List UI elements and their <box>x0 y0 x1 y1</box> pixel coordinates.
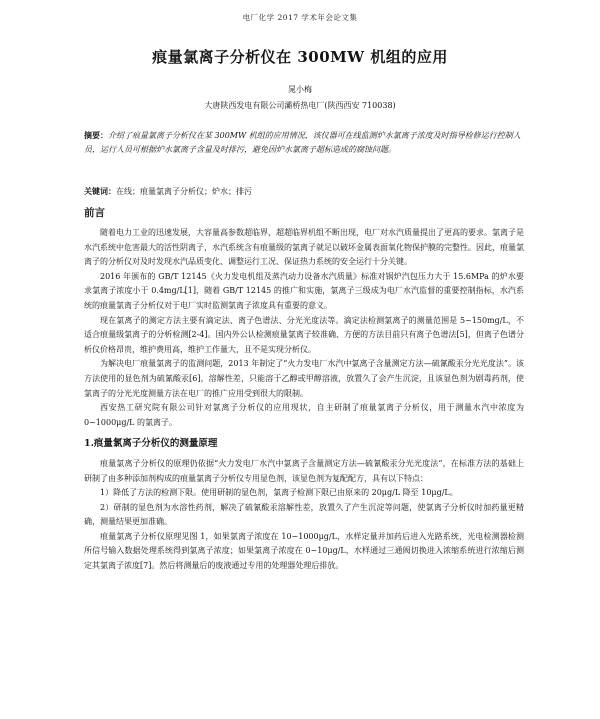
paragraph: 2016 年颁布的 GB/T 12145《火力发电机组及蒸汽动力设备水汽质量》标准对锅炉汽包压力大于 15.6MPa 的炉水要求氯离子浓度小于 0.4mg/L[1]，随着 GB/T 12145 的推广和实施，氯离子三级成为电厂水汽监督的重要控制指标，水汽系统的痕量氯离子分析仪对于电厂实时监测氯离子浓度具有重要的意义。 <box>84 271 524 310</box>
abstract <box>84 128 524 157</box>
keywords <box>84 184 524 199</box>
paragraph: 痕量氯离子分析仪的原理仍依据“火力发电厂水汽中氯离子含量测定方法—硫氰酸汞分光光度法”，在标准方法的基础上研制了由多种添加剂构成的痕量氯离子分析仪专用显色剂，该显色剂为复配配方，具有以下特点： <box>84 458 524 483</box>
keywords-text: 在线；痕量氯离子分析仪；炉水；排污 <box>116 187 252 196</box>
paragraph: 随着电力工业的迅速发展，大容量高参数超临界，超超临界机组不断出现，电厂对水汽质量提出了更高的要求。氯离子是水汽系统中危害最大的活性阴离子，水汽系统含有痕量级的氯离子就足以破坏金属表面氧化物保护膜的完整性。因此，痕量氯离子的分析仪对及时发现水汽品质变化、调整运行工况、保证热力系统的安全运行十分关键。 <box>84 228 524 267</box>
section-heading: 1.痕量氯离子分析仪的测量原理 <box>84 438 218 450</box>
list-item: 2）研制的显色剂为水溶性药剂，解决了硫氰酸汞溶解性差，放置久了产生沉淀等问题，使氯离子分析仪时加药量更精确，测量结果更加准确。 <box>84 502 524 527</box>
preface-heading: 前言 <box>84 207 105 219</box>
abstract-label: 摘要： <box>84 130 108 140</box>
paragraph: 为解决电厂痕量氯离子的监测问题，2013 年制定了“火力发电厂水汽中氯离子含量测定方法—硫氰酸汞分光光度法”。该方法使用的显色剂为硫氰酸汞[6]，溶解性差，只能溶于乙醇或甲醇溶液，放置久了会产生沉淀，且该显色剂为剧毒药剂，使氯离子的分光光度测量方法在电厂的推广应用受到很大的限制。 <box>84 359 524 398</box>
author-name: 晁小梅 <box>288 85 312 94</box>
paragraph: 西安热工研究院有限公司针对氯离子分析仪的应用现状，自主研制了痕量氯离子分析仪，用于测量水汽中浓度为 0~1000μg/L 的氯离子。 <box>84 403 524 427</box>
paragraph: 现在氯离子的测定方法主要有滴定法、离子色谱法、分光光度法等。滴定法检测氯离子的测量范围是 5~150mg/L，不适合痕量级氯离子的分析检测[2-4]。国内外公认检测痕量氯离子较准确、方便的方法目前只有离子色谱法[5]，但离子色谱分析仪价格昂贵，维护费用高，维护工作量大，且不是实现分析仪。 <box>84 315 524 354</box>
running-header: 电厂化学 2017 学术年会论文集 <box>242 13 358 22</box>
abstract-text: 介绍了痕量氯离子分析仪在某 300MW 机组的应用情况，该仪器可在线监测炉水氯离子浓度及时指导检修运行控制人员，运行人员可根据炉水氯离子含量及时排污，避免因炉水氯离子超标造成的腐蚀问题。 <box>84 131 521 154</box>
body-text <box>84 226 524 574</box>
keywords-label: 关键词： <box>84 186 116 196</box>
paragraph: 痕量氯离子分析仪原理见图 1，如果氯离子浓度在 10~1000μg/L，水样定量并加药后进入光路系统，光电检测器检测所信号输入数据处理系统得到氯离子浓度；如果氯离子浓度在 0~10μg/L，水样通过三通阀切换进入浓缩系统进行浓缩后测定其氯离子浓度[7]。然后将测量后的废液通过专用的处理器处理后排放。 <box>84 531 524 571</box>
author-affiliation: 大唐陕西发电有限公司灞桥热电厂(陕西西安 710038) <box>204 101 396 110</box>
paper-title: 痕量氯离子分析仪在 300MW 机组的应用 <box>152 48 448 66</box>
list-item: 1）降低了方法的检测下限。使用研制的显色剂，氯离子检测下限已由原来的 20μg/L 降至 10μg/L。 <box>100 488 458 498</box>
